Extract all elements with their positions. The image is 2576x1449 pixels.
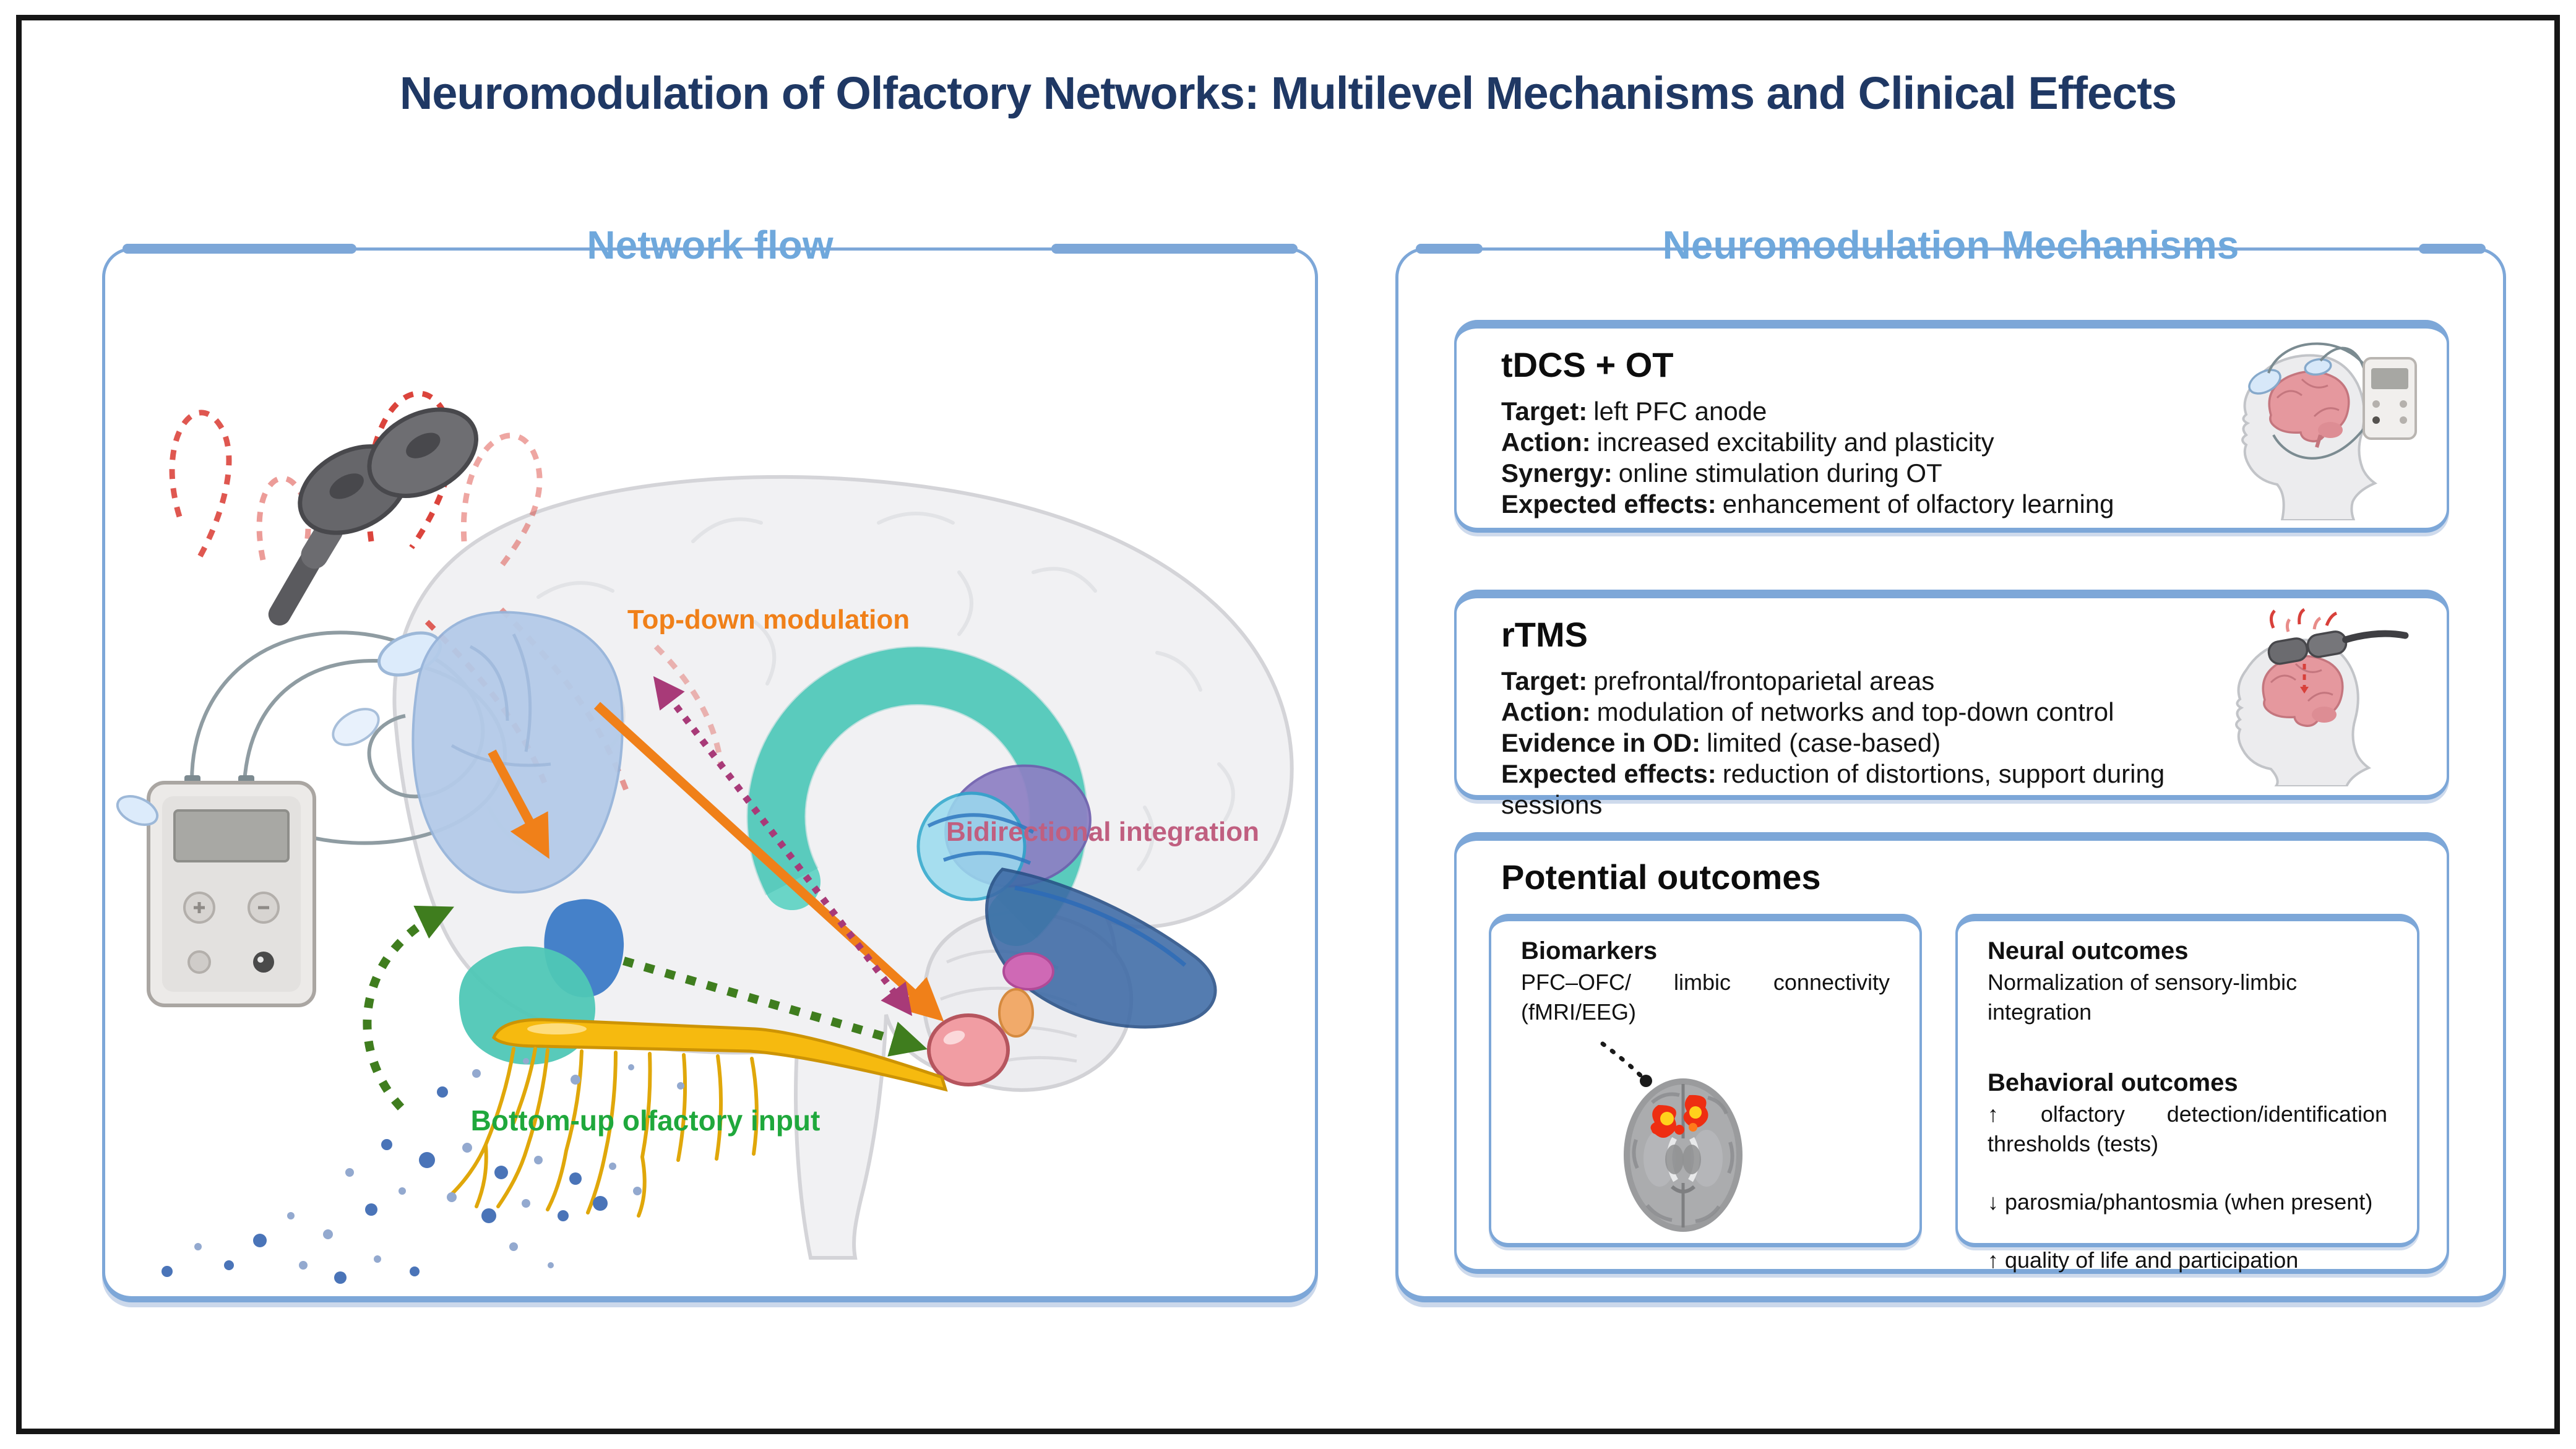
behavioral-item-parosmia: ↓ parosmia/phantosmia (when present) [1988,1189,2373,1215]
tdcs-ot-box [1454,320,2449,533]
bottom-up-arrow-curved [367,911,444,1107]
rtms-row-evidence: Evidence in OD: limited (case-based) [1501,728,1941,757]
tdcs-row-expected: Expected effects: enhancement of olfactory learning [1501,489,2114,518]
spacer [1958,1159,2417,1185]
biomarkers-title: Biomarkers [1521,937,1658,965]
rtms-row-expected: Expected effects: reduction of distortions, support during sessions [1501,759,2165,819]
rtms-title: rTMS [1501,615,1588,654]
behavioral-item-qol: ↑ quality of life and participation [1988,1247,2299,1273]
neural-behavioral-subbox [1955,914,2419,1273]
potential-outcomes-title: Potential outcomes [1501,858,1821,896]
biomarkers-body: PFC–OFC/ limbic connectivity (fMRI/EEG) [1521,970,1890,1025]
tdcs-ot-title: tDCS + OT [1501,345,1674,384]
neural-outcomes-body: Normalization of sensory-limbic integration [1988,970,2298,1025]
rtms-row-target: Target: prefrontal/frontoparietal areas [1501,666,1935,695]
network-flow-header: Network flow [587,223,834,267]
neuromodulation-mechanisms-header: Neuromodulation Mechanisms [1662,223,2239,267]
tdcs-row-synergy: Synergy: online stimulation during OT [1501,458,1942,488]
pfc-region [413,612,622,892]
neural-outcomes-title: Neural outcomes [1988,937,2189,965]
tdcs-row-target: Target: left PFC anode [1501,397,1767,426]
behavioral-outcomes-title: Behavioral outcomes [1988,1069,2238,1096]
behavioral-item-thresholds: ↑ olfactory detection/identification thresholds (tests) [1988,1101,2387,1156]
top-down-modulation-label: Top-down modulation [627,604,910,635]
fmri-axial-brain-illustration [1535,1038,1819,1242]
tdcs-rows [1501,396,2187,520]
odorant-molecules [162,1058,684,1284]
bottom-up-olfactory-label: Bottom-up olfactory input [470,1104,821,1137]
rtms-rows [1501,666,2187,820]
neuromodulation-mechanisms-panel [1395,223,2506,1302]
bidirectional-integration-label: Bidirectional integration [946,817,1260,847]
rtms-row-action: Action: modulation of networks and top-down control [1501,697,2114,726]
potential-outcomes-box [1454,832,2449,1274]
network-flow-panel [102,223,1318,1302]
tdcs-row-action: Action: increased excitability and plasticity [1501,428,1994,457]
rtms-box [1454,590,2449,819]
spacer [1958,1217,2417,1243]
spacer [1958,1027,2417,1053]
biomarkers-subbox [1489,914,1922,1247]
figure-title: Neuromodulation of Olfactory Networks: Multilevel Mechanisms and Clinical Effects [399,67,2177,119]
